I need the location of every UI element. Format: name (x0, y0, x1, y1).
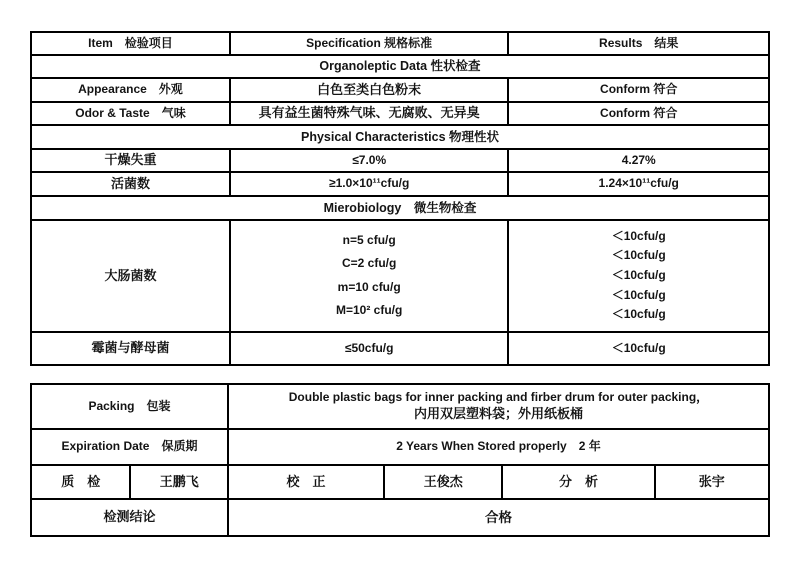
table-header-row (32, 33, 768, 56)
table-row-mold-yeast (32, 333, 768, 364)
item-odor-taste: Odor & Taste 气味 (32, 103, 231, 124)
result-coliform-line: ＜10cfu/g (611, 228, 666, 243)
table-row-conclusion (32, 500, 768, 535)
header-item: Item 检验项目 (32, 33, 231, 54)
expiration-value: 2 Years When Stored properly 2 年 (396, 439, 601, 454)
result-odor-taste: Conform 符合 (600, 105, 678, 120)
signature-name-proofread: 王俊杰 (385, 466, 503, 498)
header-specification: Specification 规格标准 (231, 33, 509, 54)
result-coliform-line: ＜10cfu/g (611, 248, 666, 263)
result-appearance: Conform 符合 (600, 82, 678, 97)
result-coliform (509, 221, 768, 331)
item-mold-yeast: 霉菌与酵母菌 (32, 333, 231, 364)
spec-mold-yeast: ≤50cfu/g (231, 333, 509, 364)
section-title-physical: Physical Characteristics 物理性状 (301, 129, 499, 144)
spec-coliform-line: C=2 cfu/g (342, 256, 397, 271)
table-row-packing (32, 385, 768, 430)
conclusion-value: 合格 (484, 509, 512, 525)
table-row-expiration (32, 430, 768, 466)
result-coliform-line: ＜10cfu/g (611, 307, 666, 322)
signature-role-proofread: 校 正 (229, 466, 385, 498)
conclusion-label: 检测结论 (32, 500, 229, 535)
table-row-appearance (32, 79, 768, 103)
spec-coliform (231, 221, 509, 331)
spec-coliform-line: M=10² cfu/g (336, 303, 403, 318)
section-row-organoleptic (32, 56, 768, 79)
spec-coliform-line: m=10 cfu/g (337, 279, 401, 294)
result-coliform-line: ＜10cfu/g (611, 268, 666, 283)
table-row-coliform (32, 221, 768, 333)
expiration-label: Expiration Date 保质期 (32, 430, 229, 464)
spec-appearance: 白色至类白色粉末 (231, 79, 509, 101)
result-viable-count: 1.24×10¹¹cfu/g (598, 176, 679, 191)
spec-odor-taste: 具有益生菌特殊气味、无腐败、无异臭 (231, 103, 509, 124)
item-loss-on-drying: 干燥失重 (32, 150, 231, 171)
table-row-loss-on-drying (32, 150, 768, 173)
table-row-signatures (32, 466, 768, 500)
packing-value-line2: 内用双层塑料袋；外用纸板桶 (413, 406, 583, 422)
item-appearance: Appearance 外观 (32, 79, 231, 101)
section-title-microbiology: Mierobiology 微生物检查 (323, 200, 477, 215)
specification-results-table (30, 31, 770, 366)
result-mold-yeast: ＜10cfu/g (611, 340, 666, 355)
result-coliform-line: ＜10cfu/g (611, 287, 666, 302)
item-viable-count: 活菌数 (32, 173, 231, 195)
section-title-organoleptic: Organoleptic Data 性状检查 (319, 59, 481, 74)
table-row-viable-count (32, 173, 768, 197)
packing-info-table (30, 383, 770, 537)
section-row-microbiology (32, 197, 768, 221)
packing-value-line1: Double plastic bags for inner packing and firber drum for outer packing， (288, 389, 709, 404)
signature-name-analysis: 张宇 (698, 473, 725, 489)
spec-viable-count: ≥1.0×10¹¹cfu/g (231, 173, 509, 195)
spec-coliform-line: n=5 cfu/g (342, 232, 396, 247)
spec-loss-on-drying: ≤7.0% (231, 150, 509, 171)
section-row-physical (32, 126, 768, 150)
header-results: Results 结果 (599, 35, 679, 50)
item-coliform: 大肠菌数 (32, 221, 231, 331)
result-loss-on-drying: 4.27% (621, 152, 656, 167)
signature-name-qc: 王鹏飞 (131, 466, 228, 498)
signature-role-analysis: 分 析 (503, 466, 655, 498)
table-row-odor-taste (32, 103, 768, 126)
packing-label: Packing 包装 (32, 385, 229, 428)
packing-value (229, 385, 768, 428)
signature-role-qc: 质 检 (32, 466, 131, 498)
